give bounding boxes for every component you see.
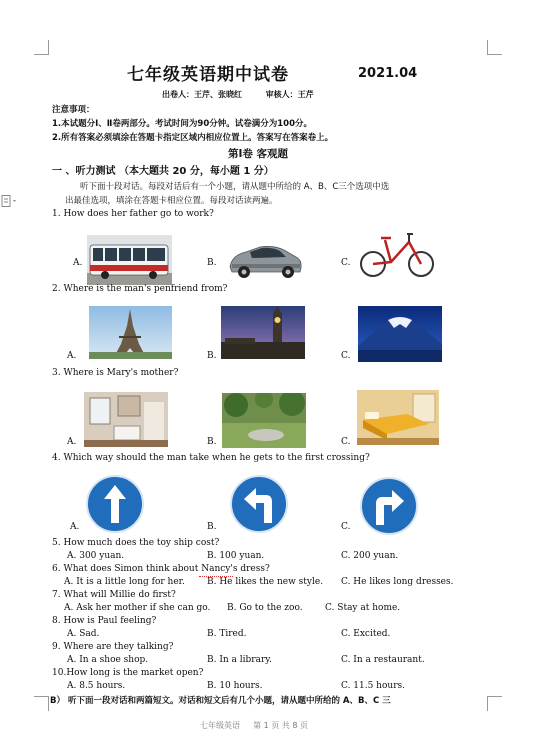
question-8: 8. How is Paul feeling? xyxy=(52,616,157,626)
page-footer xyxy=(200,720,308,731)
crop-mark-bottom-left xyxy=(34,696,49,711)
q7-option-b[interactable]: B. Go to the zoo. xyxy=(227,603,303,613)
q8-option-b[interactable]: B. Tired. xyxy=(207,629,247,639)
exam-title: 七年级英语期中试卷 xyxy=(127,65,289,85)
section1-instruction-1: 听下面十段对话。每段对话后有一个小题，请从题中所给的 A、B、C三个选项中选 xyxy=(80,182,390,192)
q2-option-b[interactable]: B. xyxy=(207,351,217,361)
q5-option-b[interactable]: B. 100 yuan. xyxy=(207,551,265,561)
q1-option-c[interactable]: C. xyxy=(341,258,351,268)
q3-option-c[interactable]: C. xyxy=(341,437,351,447)
left-turn-sign[interactable] xyxy=(230,475,288,533)
q7-option-c[interactable]: C. Stay at home. xyxy=(325,603,401,613)
eiffel-tower-image[interactable] xyxy=(89,306,172,359)
question-2: 2. Where is the man's penfriend from? xyxy=(52,284,228,294)
arrow-up-icon xyxy=(88,477,142,531)
straight-arrow-sign[interactable] xyxy=(86,475,144,533)
q9-option-c[interactable]: C. In a restaurant. xyxy=(341,655,425,665)
garden-image[interactable] xyxy=(222,393,306,448)
q5-option-a[interactable]: A. 300 yuan. xyxy=(67,551,125,561)
notice-item-1: 1.本试题分Ⅰ、Ⅱ卷两部分。考试时间为90分钟。试卷满分为100分。 xyxy=(52,119,312,129)
notice-item-2: 2.所有答案必须填涂在答题卡指定区域内相应位置上。答案写在答案卷上。 xyxy=(52,133,334,143)
q6-option-c[interactable]: C. He likes long dresses. xyxy=(341,577,454,587)
question-9: 9. Where are they talking? xyxy=(52,642,174,652)
q2-option-c[interactable]: C. xyxy=(341,351,351,361)
q3-option-a[interactable]: A. xyxy=(67,437,77,447)
footer-subject: 七年级英语 xyxy=(200,721,240,730)
exam-setters-line xyxy=(162,89,314,100)
exam-date: 2021.04 xyxy=(358,66,418,81)
q5-option-c[interactable]: C. 200 yuan. xyxy=(341,551,399,561)
q10-option-a[interactable]: A. 8.5 hours. xyxy=(67,681,126,691)
question-1: 1. How does her father go to work? xyxy=(52,209,214,219)
q8-option-a[interactable]: A. Sad. xyxy=(67,629,100,639)
question-6: 6. What does Simon think about Nancy's dress? xyxy=(52,564,270,574)
q1-option-a[interactable]: A. xyxy=(73,258,83,268)
q4-option-a[interactable]: A. xyxy=(70,522,80,532)
volume-title: 第Ⅰ卷 客观题 xyxy=(228,148,289,160)
section-b-instruction: B） 听下面一段对话和两篇短文。对话和短文后有几个小题，请从题中所给的 A、B、C 三 xyxy=(50,696,391,706)
setters-label: 出卷人： xyxy=(162,90,194,99)
question-4: 4. Which way should the man take when he gets to the first crossing? xyxy=(52,453,370,463)
crop-mark-top-left xyxy=(34,40,49,55)
q9-option-b[interactable]: B. In a library. xyxy=(207,655,273,665)
setters-names: 王芹、张晓红 xyxy=(194,90,242,99)
q4-option-c[interactable]: C. xyxy=(341,522,351,532)
q3-option-b[interactable]: B. xyxy=(207,437,217,447)
question-3: 3. Where is Mary's mother? xyxy=(52,368,179,378)
q10-option-b[interactable]: B. 10 hours. xyxy=(207,681,263,691)
footer-page-number: 第 1 页 共 8 页 xyxy=(253,721,308,730)
question-10: 10.How long is the market open? xyxy=(52,668,204,678)
document-margin-icon[interactable] xyxy=(1,192,19,204)
arrow-turn-left-icon xyxy=(232,477,286,531)
question-5: 5. How much does the toy ship cost? xyxy=(52,538,220,548)
q1-option-b[interactable]: B. xyxy=(207,258,217,268)
right-turn-sign[interactable] xyxy=(360,477,418,535)
car-image[interactable] xyxy=(222,235,306,285)
mount-fuji-image[interactable] xyxy=(358,306,442,362)
bathroom-image[interactable] xyxy=(84,392,168,447)
q9-option-a[interactable]: A. In a shoe shop. xyxy=(67,655,149,665)
q7-option-a[interactable]: A. Ask her mother if she can go. xyxy=(64,603,211,613)
q8-option-c[interactable]: C. Excited. xyxy=(341,629,391,639)
q6-option-b[interactable]: B. He likes the new style. xyxy=(207,577,324,587)
q10-option-c[interactable]: C. 11.5 hours. xyxy=(341,681,405,691)
reviewer-label: 审核人： xyxy=(265,90,298,99)
q2-option-a[interactable]: A. xyxy=(67,351,77,361)
q6-option-a[interactable]: A. It is a little long for her. xyxy=(64,577,185,587)
bicycle-image[interactable] xyxy=(357,226,437,280)
notice-heading: 注意事项： xyxy=(52,105,95,115)
reviewer-name: 王芹 xyxy=(297,90,314,99)
arrow-turn-right-icon xyxy=(362,479,416,533)
q4-option-b[interactable]: B. xyxy=(207,522,217,532)
bus-image[interactable] xyxy=(87,235,172,285)
question-7: 7. What will Millie do first? xyxy=(52,590,176,600)
crop-mark-top-right xyxy=(487,40,502,55)
section1-instruction-2: 出最佳选项，填涂在答题卡相应位置。每段对话读两遍。 xyxy=(65,196,278,206)
big-ben-image[interactable] xyxy=(221,306,305,359)
bedroom-image[interactable] xyxy=(357,390,439,445)
section1-heading: 一 、听力测试 （本大题共 20 分，每小题 1 分） xyxy=(52,166,274,177)
